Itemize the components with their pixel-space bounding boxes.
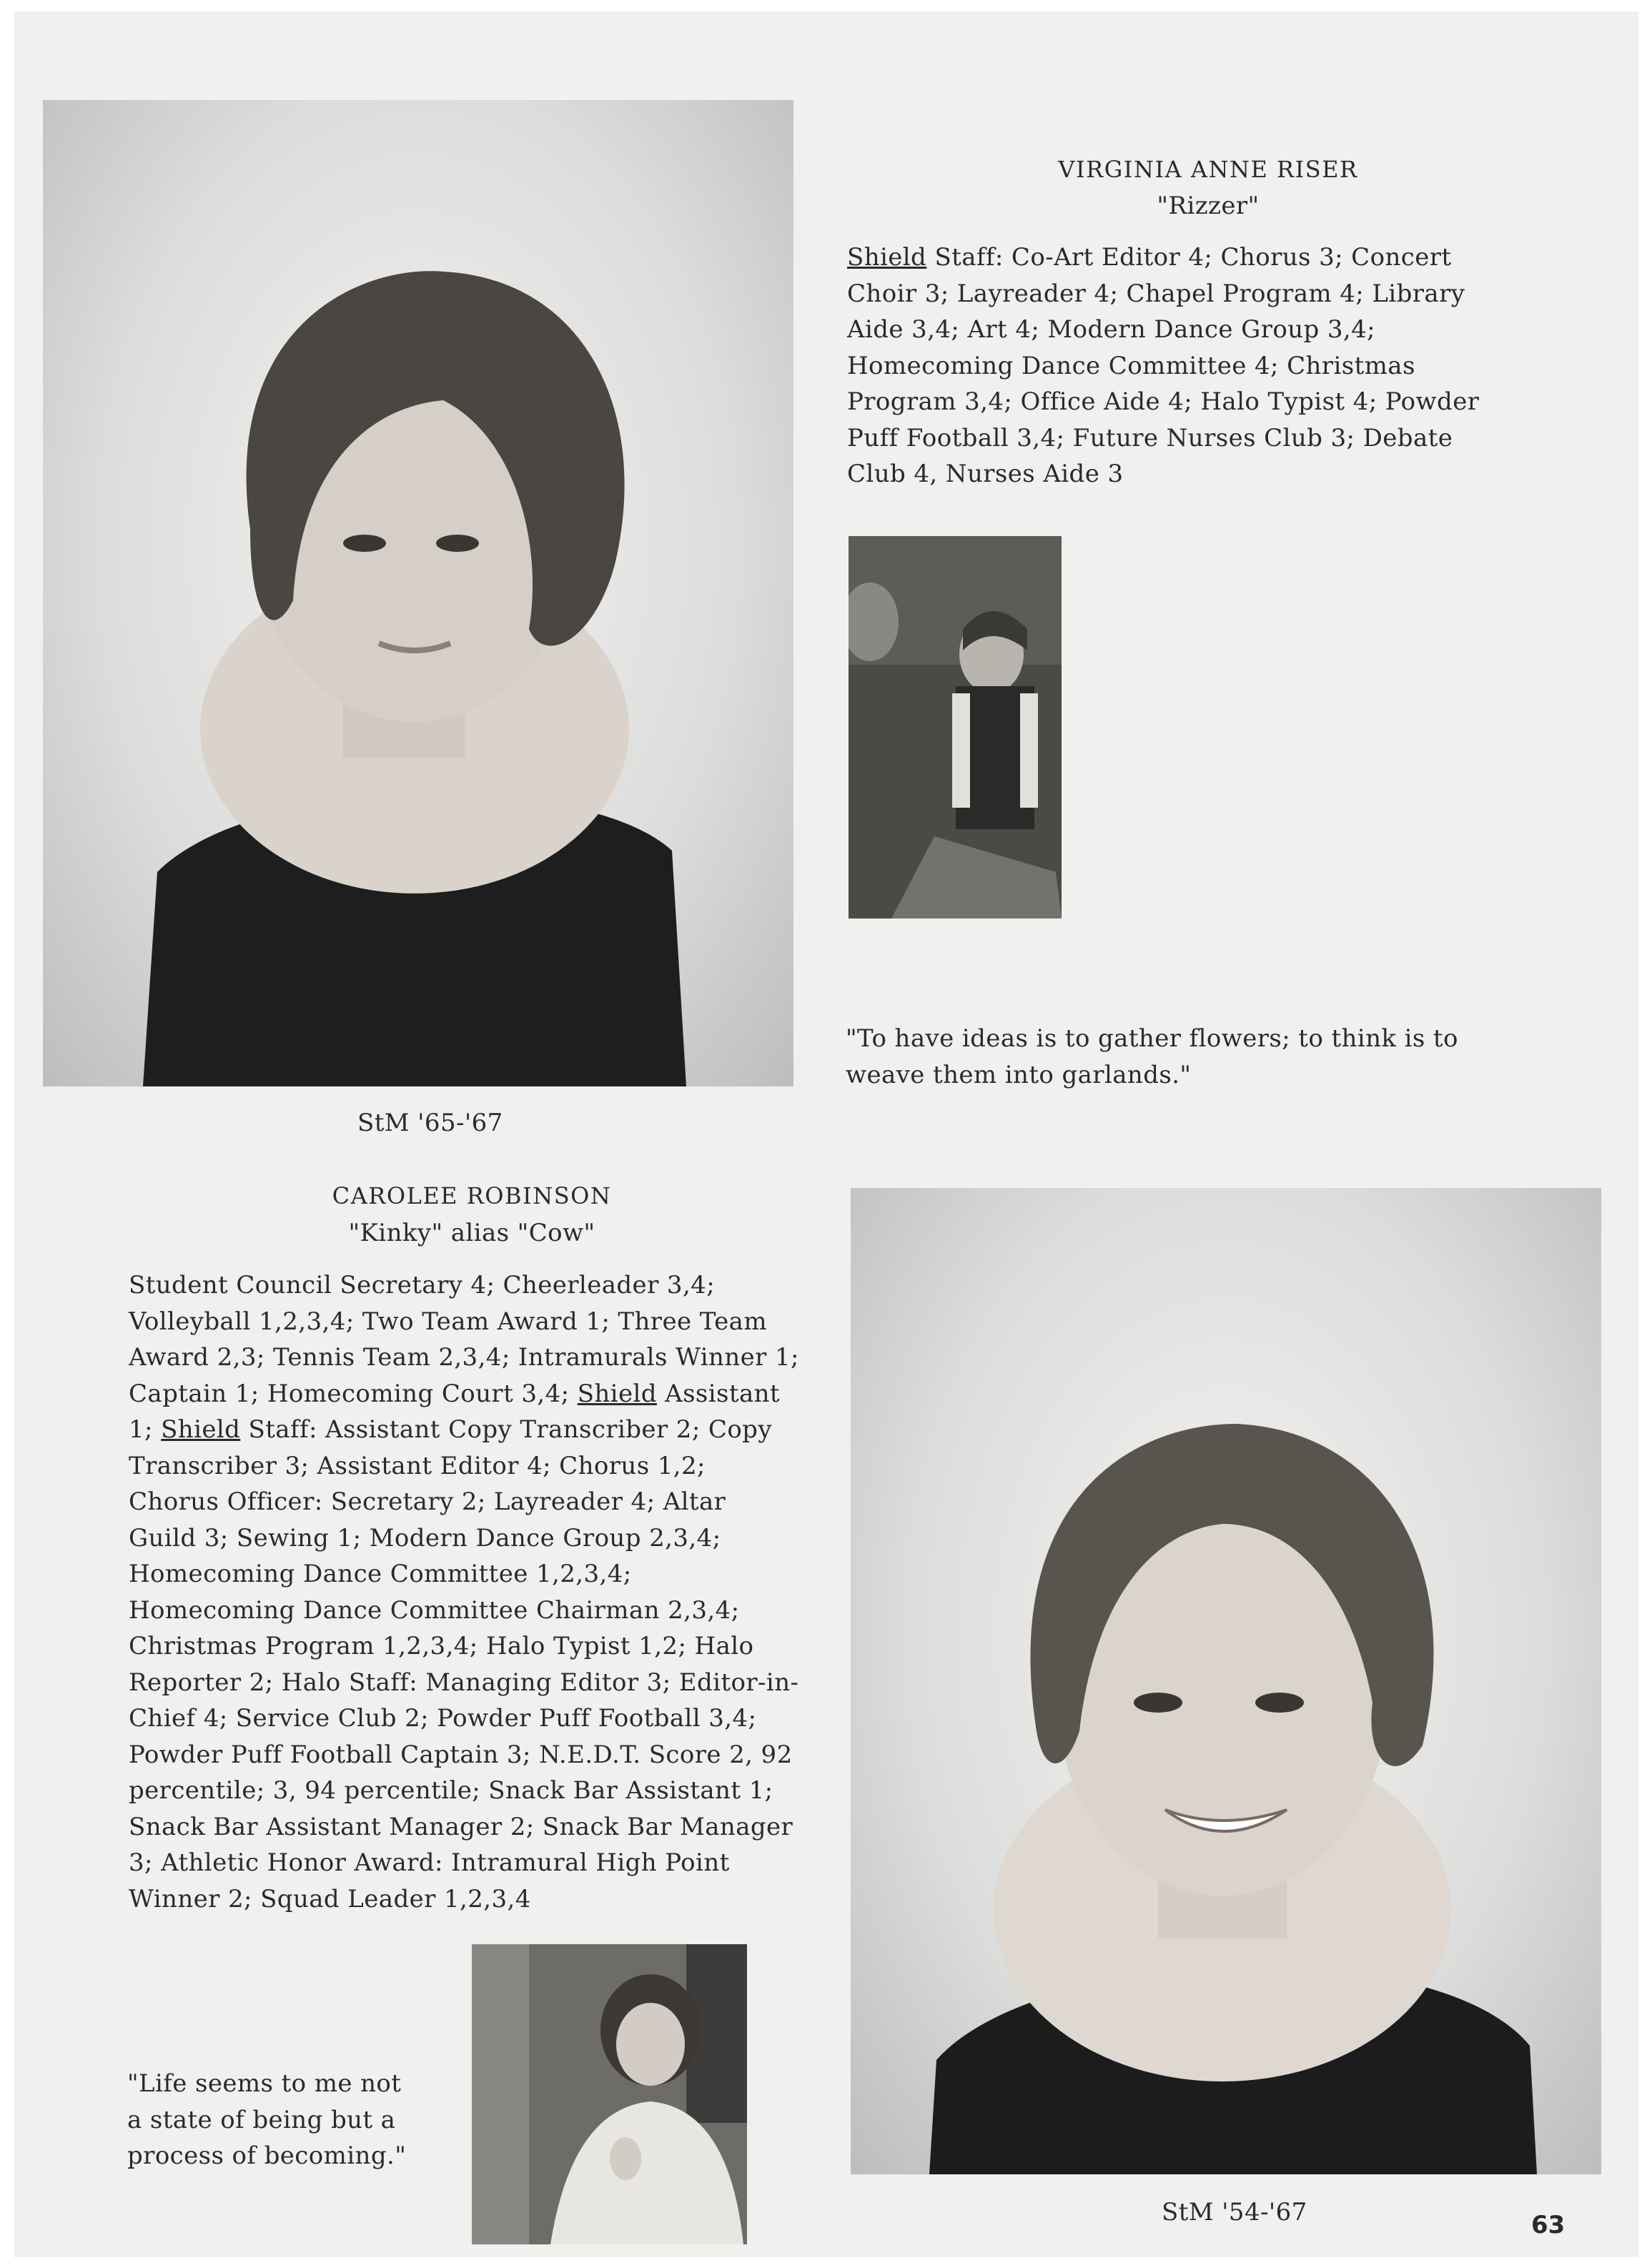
page-number: 63 xyxy=(1531,2211,1566,2239)
underlined-publication-title: Shield xyxy=(577,1379,657,1408)
candid-photo-robinson xyxy=(472,1944,747,2244)
student-activities xyxy=(847,239,1519,492)
student-activities xyxy=(129,1267,801,1917)
student-nickname: "Kinky" alias "Cow" xyxy=(348,1219,595,1247)
student-nickname: "Rizzer" xyxy=(1157,192,1260,220)
underlined-publication-title: Shield xyxy=(847,243,927,272)
student-quote: "To have ideas is to gather flowers; to think is to weave them into garlands." xyxy=(846,1024,1458,1089)
activities-text: Assistant 1; xyxy=(129,1379,780,1444)
senior-portrait-robinson xyxy=(851,1188,1601,2174)
student-years: StM '65-'67 xyxy=(357,1109,503,1137)
activities-text: Staff: Co-Art Editor 4; Chorus 3; Concert Choir 3; Layreader 4; Chapel Program 4; Library Aide 3,4; Art 4; Modern Dance Group 3,4; Homecoming Dance Committee 4; Christmas Program 3,4; Office Aide 4; Halo Typist 4; Powder Puff Football 3,4; Future Nurses Club 3; Debate Club 4, Nurses Aide 3 xyxy=(847,243,1480,488)
student-name: VIRGINIA ANNE RISER xyxy=(1058,156,1358,183)
underlined-publication-title: Shield xyxy=(161,1415,241,1444)
student-years: StM '54-'67 xyxy=(1162,2198,1307,2227)
activities-text: Student Council Secretary 4; Cheerleader 3,4; Volleyball 1,2,3,4; Two Team Award 1; Three Team Award 2,3; Tennis Team 2,3,4; Intramurals Winner 1; Captain 1; Homecoming Court 3,4; xyxy=(129,1271,799,1408)
student-quote: "Life seems to me not a state of being but a process of becoming." xyxy=(127,2069,407,2170)
activities-text: Staff: Assistant Copy Transcriber 2; Copy Transcriber 3; Assistant Editor 4; Chorus 1,2; Chorus Officer: Secretary 2; Layreader 4; Altar Guild 3; Sewing 1; Modern Dance Group 2,3,4; Homecoming Dance Committee 1,2,3,4; Homecoming Dance Committee Chairman 2,3,4; Christmas Program 1,2,3,4; Halo Typist 1,2; Halo Reporter 2; Halo Staff: Managing Editor 3; Editor-in-Chief 4; Service Club 2; Powder Puff Football 3,4; Powder Puff Football Captain 3; N.E.D.T. Score 2, 92 percentile; 3, 94 percentile; Snack Bar Assistant 1; Snack Bar Assistant Manager 2; Snack Bar Manager 3; Athletic Honor Award: Intramural High Point Winner 2; Squad Leader 1,2,3,4 xyxy=(129,1415,799,1913)
student-name: CAROLEE ROBINSON xyxy=(332,1182,612,1209)
senior-portrait-riser xyxy=(43,100,793,1086)
candid-photo-riser xyxy=(849,536,1062,918)
